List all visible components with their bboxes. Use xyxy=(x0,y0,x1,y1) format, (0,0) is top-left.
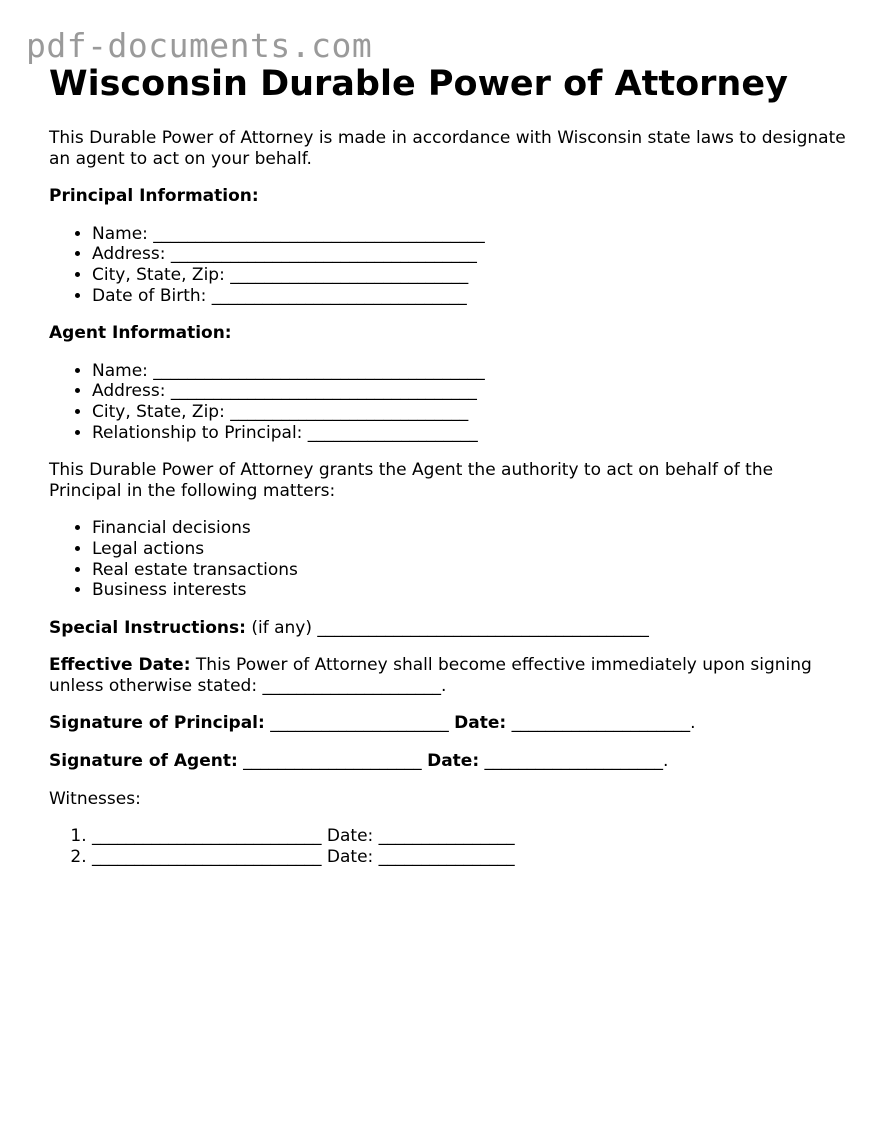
special-instructions-label: Special Instructions: xyxy=(49,617,246,638)
principal-name-field: • Name: _______________________________________ xyxy=(92,224,849,245)
agent-city-state-zip-field: • City, State, Zip: ____________________________ xyxy=(92,402,849,423)
special-instructions-text: (if any) _______________________________________ xyxy=(245,617,649,638)
authority-paragraph: This Durable Power of Attorney grants the Agent the authority to act on behalf of the Principal in the following matters: xyxy=(49,460,774,501)
agent-heading: Agent Information: xyxy=(49,323,232,344)
witnesses-label: Witnesses: xyxy=(49,788,141,809)
special-instructions xyxy=(49,618,849,639)
effective-date-text: This Power of Attorney shall become effective immediately upon signing unless otherwise stated: _____________________. xyxy=(49,655,812,696)
agent-signature-line xyxy=(49,751,849,772)
agent-name-field: • Name: _______________________________________ xyxy=(92,361,849,382)
principal-signature-line xyxy=(49,713,849,734)
agent-fields-list xyxy=(49,361,849,443)
agent-signature-blank: _____________________ xyxy=(237,751,428,772)
agent-signature-label: Signature of Agent: xyxy=(49,751,238,772)
matter-item: • Legal actions xyxy=(92,539,849,560)
agent-address-field: • Address: ____________________________________ xyxy=(92,381,849,402)
principal-date-label: Date: xyxy=(454,713,507,734)
authority-matters-list xyxy=(49,518,849,600)
principal-fields-list xyxy=(49,224,849,306)
witnesses-list xyxy=(49,826,849,867)
document-page xyxy=(49,62,849,867)
principal-city-state-zip-field: • City, State, Zip: ____________________________ xyxy=(92,265,849,286)
document-title: Wisconsin Durable Power of Attorney xyxy=(49,64,788,104)
agent-date-label: Date: xyxy=(427,751,480,772)
witness-line: 2. ___________________________ Date: ________________ xyxy=(92,847,849,868)
intro-paragraph: This Durable Power of Attorney is made in accordance with Wisconsin state laws to designate an agent to act on your behalf. xyxy=(49,128,846,169)
witness-line: 1. ___________________________ Date: ________________ xyxy=(92,826,849,847)
agent-date-blank: _____________________. xyxy=(479,751,669,772)
matter-item: • Real estate transactions xyxy=(92,560,849,581)
principal-signature-blank: _____________________ xyxy=(264,713,455,734)
principal-dob-field: • Date of Birth: ______________________________ xyxy=(92,286,849,307)
principal-heading: Principal Information: xyxy=(49,186,259,207)
effective-date-label: Effective Date: xyxy=(49,655,191,676)
watermark: pdf-documents.com xyxy=(26,26,373,65)
matter-item: • Business interests xyxy=(92,580,849,601)
principal-date-blank: _____________________. xyxy=(506,713,696,734)
matter-item: • Financial decisions xyxy=(92,518,849,539)
principal-signature-label: Signature of Principal: xyxy=(49,713,265,734)
principal-address-field: • Address: ____________________________________ xyxy=(92,244,849,265)
agent-relationship-field: • Relationship to Principal: ____________________ xyxy=(92,423,849,444)
effective-date xyxy=(49,655,849,696)
